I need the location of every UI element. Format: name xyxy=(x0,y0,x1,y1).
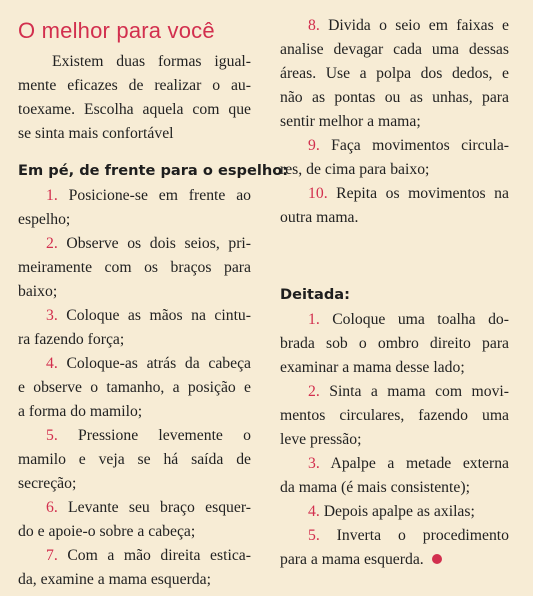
list-item-line xyxy=(280,110,509,134)
list-item-line xyxy=(280,476,509,500)
line-text: secreção; xyxy=(18,475,77,492)
line-text: ra fazendo força; xyxy=(18,331,125,348)
line-text: Coloque-as atrás da cabeça xyxy=(66,355,252,372)
line-text: para a mama esquerda. xyxy=(280,551,424,568)
article-title: O melhor para você xyxy=(18,18,215,43)
line-text: áreas. Use a polpa dos dedos, e xyxy=(280,65,509,82)
item-number: 8. xyxy=(308,17,320,34)
intro-line xyxy=(18,122,251,146)
list-item-line xyxy=(280,134,509,158)
list-item-line xyxy=(18,544,251,568)
line-text: baixo; xyxy=(18,283,58,300)
list-item-line xyxy=(18,376,251,400)
line-text: Inverta o procedimento xyxy=(336,527,509,544)
line-text: Apalpe a metade externa xyxy=(330,455,509,472)
line-text: Faça movimentos circula- xyxy=(331,137,510,154)
list-item-line xyxy=(280,206,509,230)
list-item-line xyxy=(18,328,251,352)
list-item-line xyxy=(18,424,251,448)
item-number: 5. xyxy=(308,527,320,544)
list-item-line xyxy=(18,400,251,424)
list-item-line xyxy=(18,280,251,304)
line-text: mentos circulares, fazendo uma xyxy=(280,407,509,424)
list-item-line xyxy=(18,208,251,232)
list-item-line xyxy=(280,332,509,356)
item-number: 1. xyxy=(46,187,58,204)
list-item-line xyxy=(280,62,509,86)
list-item-line xyxy=(280,158,509,182)
list-item-line xyxy=(18,232,251,256)
line-text: do e apoie-o sobre a cabeça; xyxy=(18,523,196,540)
intro-line xyxy=(18,98,251,122)
list-item-line xyxy=(18,448,251,472)
list-item-line xyxy=(18,352,251,376)
list-item-line xyxy=(18,472,251,496)
line-text: Com a mão direita estica- xyxy=(67,547,251,564)
line-text: da mama (é mais consistente); xyxy=(280,479,470,496)
item-number: 1. xyxy=(308,311,320,328)
item-number: 2. xyxy=(308,383,320,400)
line-text: mamilo e veja se há saída de xyxy=(18,451,251,468)
line-text: leve pressão; xyxy=(280,431,362,448)
list-item-line xyxy=(18,256,251,280)
intro-line xyxy=(18,50,251,74)
line-text: da, examine a mama esquerda; xyxy=(18,571,211,588)
line-text: sentir melhor a mama; xyxy=(280,113,421,130)
intro-line xyxy=(18,74,251,98)
list-item-line xyxy=(280,308,509,332)
list-item-line xyxy=(280,404,509,428)
line-text: toexame. Escolha aquela com que xyxy=(18,101,251,118)
line-text: Coloque uma toalha do- xyxy=(332,311,509,328)
line-text: brada sob o ombro direito para xyxy=(280,335,509,352)
list-item-line xyxy=(18,304,251,328)
list-item-line xyxy=(280,38,509,62)
line-text: espelho; xyxy=(18,211,71,228)
line-text: Depois apalpe as axilas; xyxy=(323,503,475,520)
list-item-line xyxy=(18,568,251,592)
section-heading: Deitada: xyxy=(280,286,350,303)
item-number: 5. xyxy=(46,427,58,444)
line-text: mente eficazes de realizar o au- xyxy=(18,77,251,94)
line-text: Existem duas formas igual- xyxy=(52,53,251,70)
list-item-line xyxy=(280,86,509,110)
line-text: Posicione-se em frente ao xyxy=(68,187,252,204)
item-number: 9. xyxy=(308,137,320,154)
end-of-article-dot xyxy=(432,554,442,564)
list-item-line xyxy=(18,520,251,544)
line-text: não as pontas ou as unhas, para xyxy=(280,89,509,106)
list-item-line xyxy=(280,452,509,476)
list-item-line xyxy=(18,496,251,520)
item-number: 7. xyxy=(46,547,58,564)
line-text: Sinta a mama com movi- xyxy=(329,383,510,400)
line-text: analise devagar cada uma dessas xyxy=(280,41,509,58)
list-item-line xyxy=(280,524,509,548)
line-text: res, de cima para baixo; xyxy=(280,161,430,178)
list-item-line xyxy=(280,182,509,206)
list-item-line xyxy=(280,500,509,524)
list-item-line xyxy=(280,428,509,452)
line-text: Repita os movimentos na xyxy=(336,185,509,202)
line-text: Observe os dois seios, pri- xyxy=(66,235,252,252)
item-number: 3. xyxy=(308,455,320,472)
item-number: 6. xyxy=(46,499,58,516)
list-item-line xyxy=(280,14,509,38)
item-number: 10. xyxy=(308,185,328,202)
item-number: 4. xyxy=(308,503,320,520)
list-item-line xyxy=(280,356,509,380)
line-text: e observe o tamanho, a posição e xyxy=(18,379,251,396)
list-item-line xyxy=(280,548,509,572)
list-item-line xyxy=(280,380,509,404)
item-number: 4. xyxy=(46,355,58,372)
item-number: 3. xyxy=(46,307,58,324)
line-text: meiramente com os braços para xyxy=(18,259,251,276)
line-text: se sinta mais confortável xyxy=(18,125,174,142)
section-heading: Em pé, de frente para o espelho: xyxy=(18,162,289,179)
line-text: examinar a mama desse lado; xyxy=(280,359,465,376)
line-text: Divida o seio em faixas e xyxy=(328,17,509,34)
list-item-line xyxy=(18,184,251,208)
line-text: Coloque as mãos na cintu- xyxy=(66,307,251,324)
line-text: a forma do mamilo; xyxy=(18,403,143,420)
line-text: outra mama. xyxy=(280,209,359,226)
line-text: Pressione levemente o xyxy=(78,427,251,444)
item-number: 2. xyxy=(46,235,58,252)
line-text: Levante seu braço esquer- xyxy=(68,499,251,516)
